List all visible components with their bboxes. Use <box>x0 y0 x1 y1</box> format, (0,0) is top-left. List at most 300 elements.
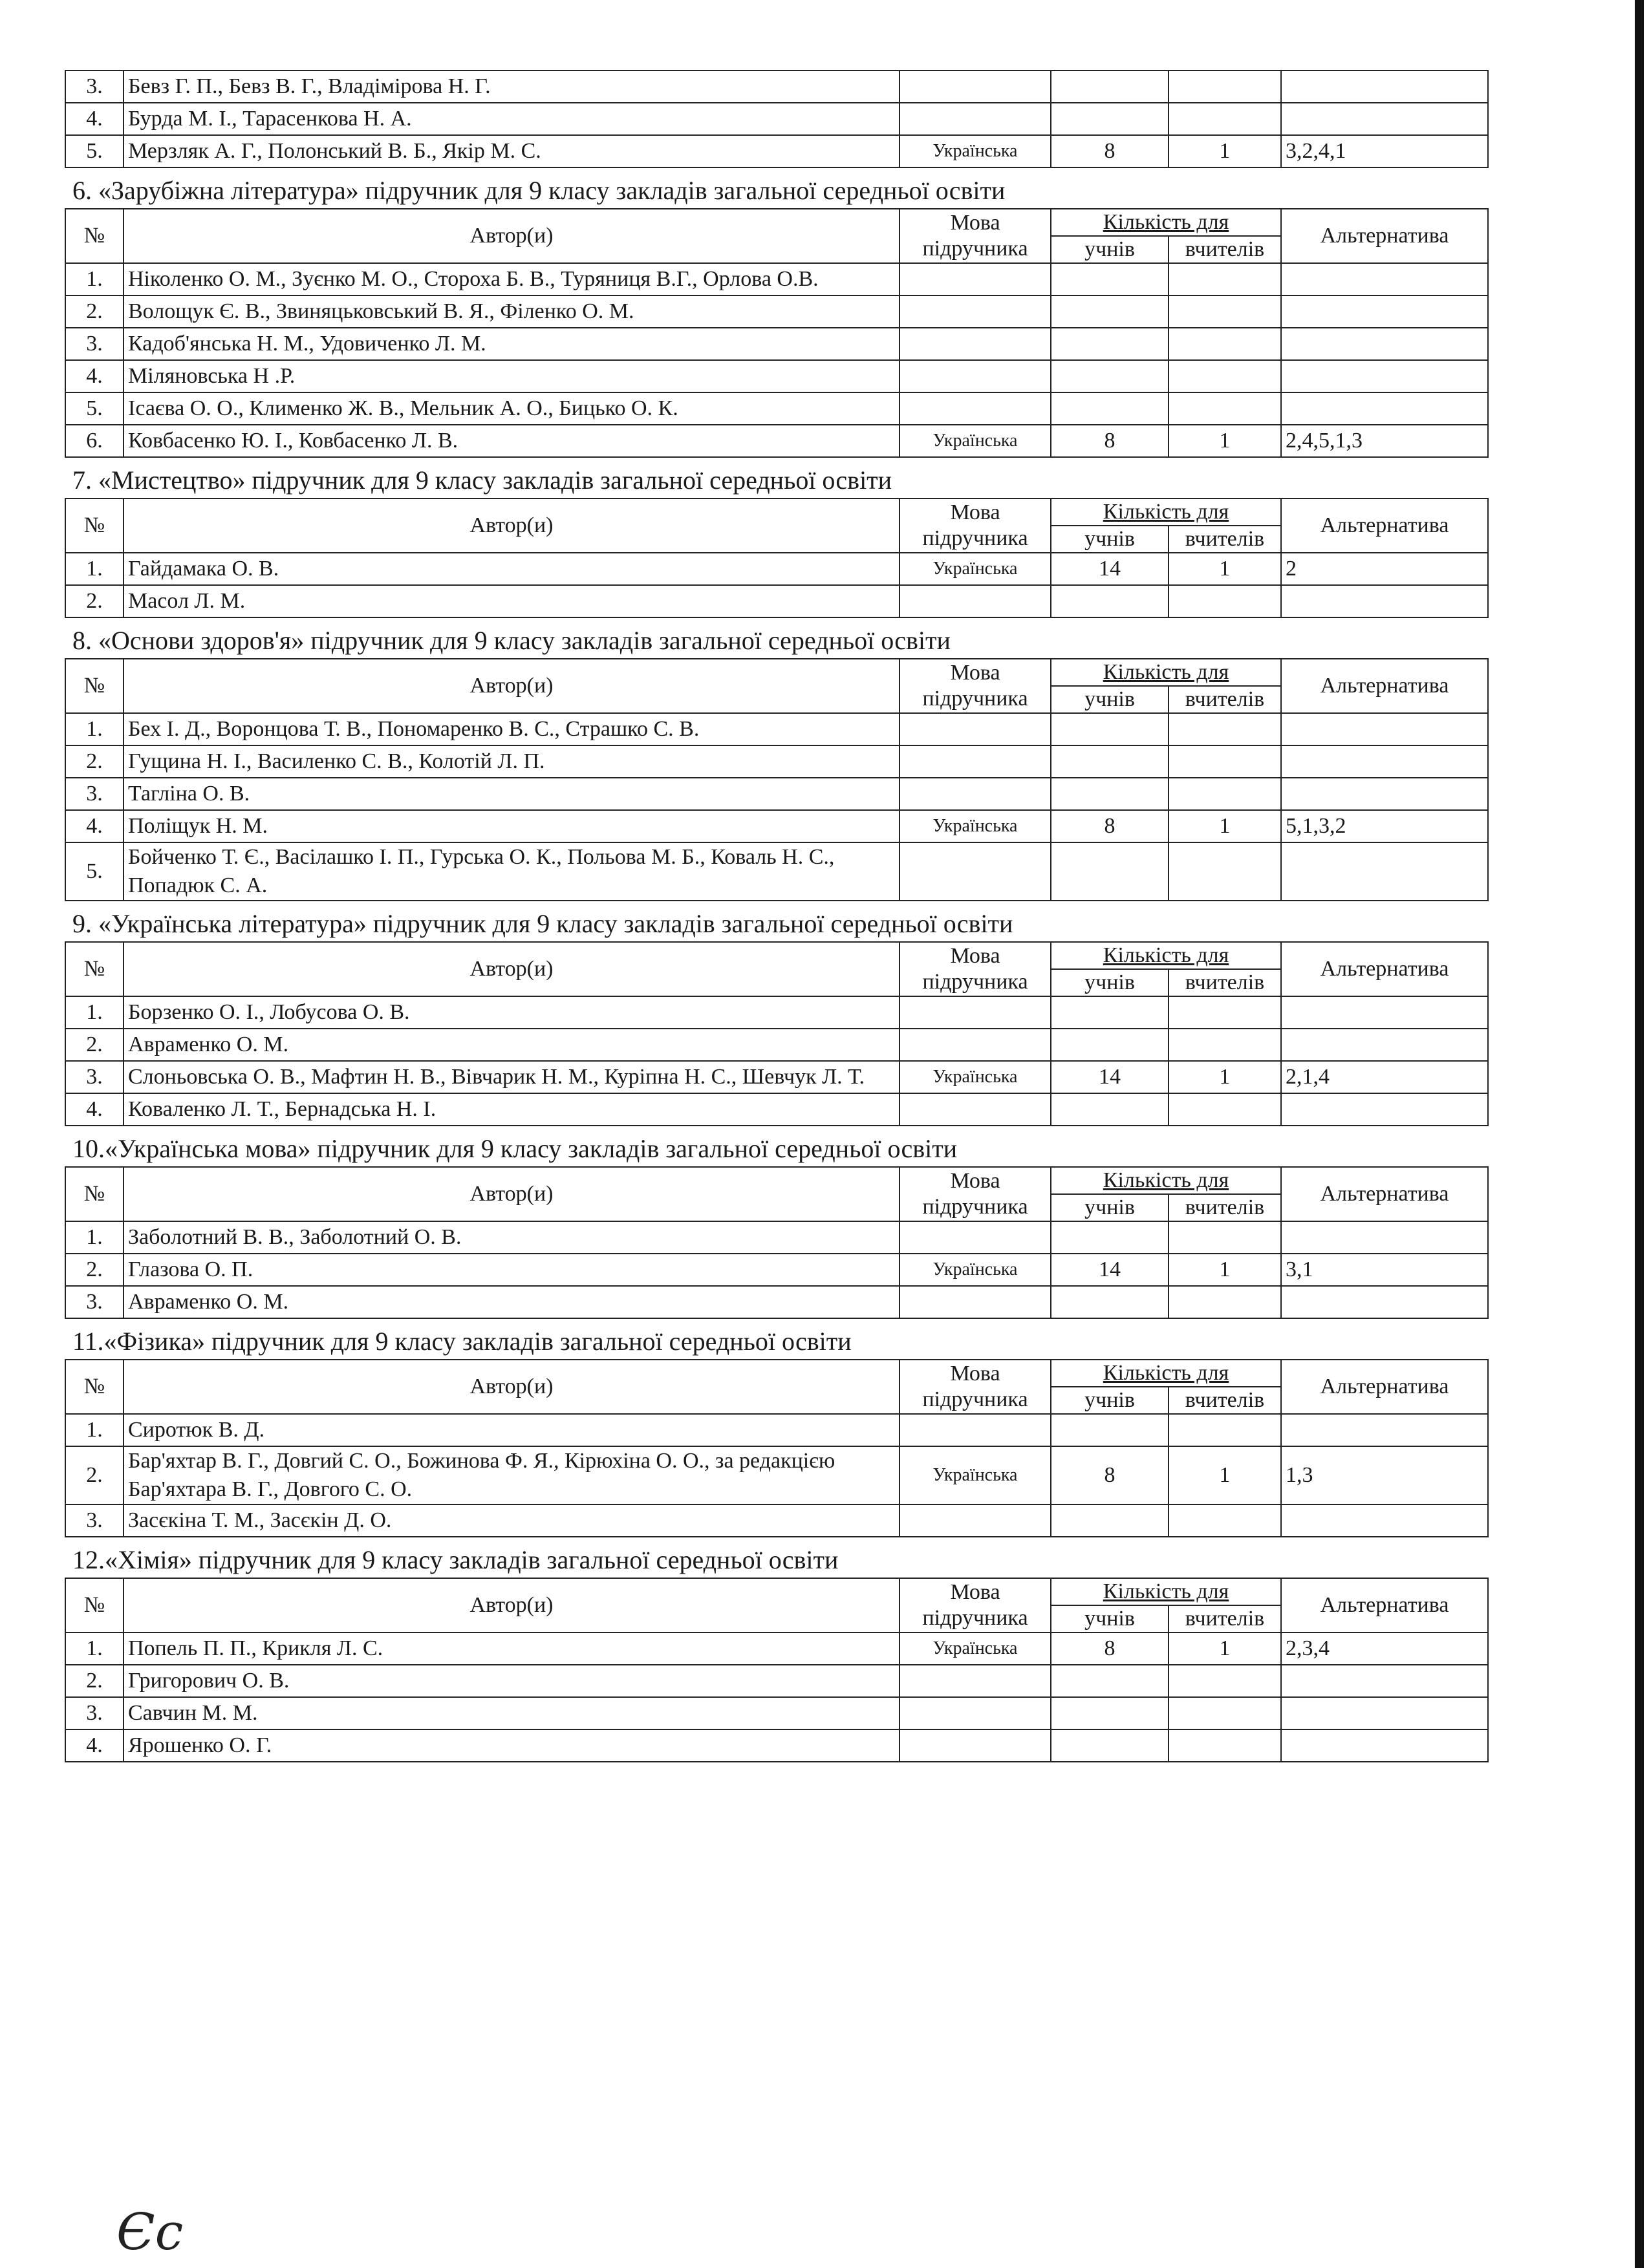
row-teachers-count: 1 <box>1169 425 1281 457</box>
header-authors: Автор(и) <box>124 942 900 996</box>
row-teachers-count <box>1169 295 1281 328</box>
row-language <box>900 778 1051 810</box>
row-authors: Глазова О. П. <box>124 1254 900 1286</box>
header-count <box>1051 659 1281 686</box>
row-number: 5. <box>65 135 124 167</box>
header-language <box>900 1167 1051 1221</box>
row-language <box>900 295 1051 328</box>
row-language <box>900 70 1051 103</box>
row-teachers-count: 1 <box>1169 1446 1281 1504</box>
row-language <box>900 1093 1051 1126</box>
row-pupils-count <box>1051 360 1169 392</box>
header-pupils: учнів <box>1051 969 1169 996</box>
textbook-table <box>65 1359 1489 1537</box>
table-row <box>65 295 1488 328</box>
row-pupils-count: 14 <box>1051 553 1169 585</box>
row-number: 4. <box>65 1729 124 1762</box>
row-language <box>900 1665 1051 1697</box>
row-authors: Бех І. Д., Воронцова Т. В., Пономаренко В. С., Страшко С. В. <box>124 713 900 745</box>
row-teachers-count <box>1169 996 1281 1029</box>
row-authors: Григорович О. В. <box>124 1665 900 1697</box>
header-teachers: вчителів <box>1169 1605 1281 1632</box>
header-language-line1: Мова <box>950 1362 1000 1385</box>
row-alternative <box>1281 1221 1488 1254</box>
table-row <box>65 103 1488 135</box>
row-teachers-count <box>1169 328 1281 360</box>
row-authors: Мерзляк А. Г., Полонський В. Б., Якір М. С. <box>124 135 900 167</box>
row-authors: Тагліна О. В. <box>124 778 900 810</box>
header-num: № <box>65 498 124 553</box>
row-authors: Авраменко О. М. <box>124 1286 900 1318</box>
row-language: Українська <box>900 1446 1051 1504</box>
header-language <box>900 1578 1051 1632</box>
row-teachers-count <box>1169 1504 1281 1537</box>
row-alternative: 2,1,4 <box>1281 1061 1488 1093</box>
header-count-label: Кількість для <box>1103 943 1229 967</box>
header-num: № <box>65 1578 124 1632</box>
header-alternative: Альтернатива <box>1281 942 1488 996</box>
row-alternative: 2,3,4 <box>1281 1632 1488 1665</box>
row-alternative <box>1281 713 1488 745</box>
header-pupils: учнів <box>1051 1194 1169 1221</box>
row-pupils-count: 8 <box>1051 1446 1169 1504</box>
header-language-line2: підручника <box>922 526 1028 550</box>
row-language <box>900 842 1051 901</box>
row-pupils-count <box>1051 1414 1169 1446</box>
row-teachers-count <box>1169 1697 1281 1729</box>
row-teachers-count: 1 <box>1169 810 1281 842</box>
row-number: 4. <box>65 360 124 392</box>
header-alternative: Альтернатива <box>1281 1167 1488 1221</box>
row-teachers-count <box>1169 842 1281 901</box>
row-language <box>900 745 1051 778</box>
header-language-line2: підручника <box>922 970 1028 994</box>
row-pupils-count: 8 <box>1051 135 1169 167</box>
table-row <box>65 842 1488 901</box>
row-pupils-count <box>1051 328 1169 360</box>
header-count <box>1051 942 1281 969</box>
row-alternative <box>1281 392 1488 425</box>
header-pupils: учнів <box>1051 526 1169 553</box>
table-row <box>65 1093 1488 1126</box>
row-number: 1. <box>65 553 124 585</box>
table-row <box>65 1504 1488 1537</box>
table-row <box>65 996 1488 1029</box>
row-pupils-count <box>1051 745 1169 778</box>
row-authors: Бурда М. І., Тарасенкова Н. А. <box>124 103 900 135</box>
textbook-table <box>65 1578 1489 1762</box>
row-pupils-count <box>1051 295 1169 328</box>
table-row <box>65 392 1488 425</box>
table-row <box>65 713 1488 745</box>
table-row <box>65 1221 1488 1254</box>
row-number: 4. <box>65 103 124 135</box>
header-teachers: вчителів <box>1169 969 1281 996</box>
header-row <box>65 209 1488 236</box>
table-row <box>65 425 1488 457</box>
row-authors: Гайдамака О. В. <box>124 553 900 585</box>
header-num: № <box>65 209 124 263</box>
header-language <box>900 498 1051 553</box>
header-alternative: Альтернатива <box>1281 659 1488 713</box>
row-authors: Коваленко Л. Т., Бернадська Н. І. <box>124 1093 900 1126</box>
header-count-label: Кількість для <box>1103 660 1229 684</box>
row-number: 1. <box>65 1632 124 1665</box>
header-alternative: Альтернатива <box>1281 1360 1488 1414</box>
row-pupils-count <box>1051 263 1169 295</box>
section-4 <box>65 908 1494 1126</box>
table-row <box>65 1632 1488 1665</box>
textbook-table <box>65 658 1489 901</box>
row-teachers-count <box>1169 713 1281 745</box>
row-authors: Сиротюк В. Д. <box>124 1414 900 1446</box>
row-alternative: 5,1,3,2 <box>1281 810 1488 842</box>
row-number: 3. <box>65 1061 124 1093</box>
document-body <box>65 70 1494 1762</box>
header-row <box>65 1167 1488 1194</box>
row-language <box>900 1729 1051 1762</box>
row-number: 5. <box>65 392 124 425</box>
scan-edge-bar <box>1635 0 1644 2268</box>
textbook-table <box>65 498 1489 618</box>
header-row <box>65 498 1488 526</box>
row-pupils-count: 8 <box>1051 810 1169 842</box>
row-alternative <box>1281 1504 1488 1537</box>
row-number: 6. <box>65 425 124 457</box>
header-language-line2: підручника <box>922 237 1028 261</box>
row-language: Українська <box>900 1254 1051 1286</box>
row-pupils-count: 14 <box>1051 1254 1169 1286</box>
table-row <box>65 553 1488 585</box>
row-language <box>900 1504 1051 1537</box>
row-alternative <box>1281 1697 1488 1729</box>
row-alternative: 3,1 <box>1281 1254 1488 1286</box>
row-authors: Слоньовська О. В., Мафтин Н. В., Вівчарик Н. М., Куріпна Н. С., Шевчук Л. Т. <box>124 1061 900 1093</box>
header-row <box>65 942 1488 969</box>
row-pupils-count <box>1051 1093 1169 1126</box>
row-pupils-count <box>1051 713 1169 745</box>
row-teachers-count <box>1169 392 1281 425</box>
row-teachers-count <box>1169 263 1281 295</box>
row-number: 2. <box>65 1029 124 1061</box>
row-authors: Бевз Г. П., Бевз В. Г., Владімірова Н. Г. <box>124 70 900 103</box>
table-row <box>65 745 1488 778</box>
section-1 <box>65 175 1494 458</box>
table-row <box>65 1061 1488 1093</box>
header-teachers: вчителів <box>1169 236 1281 263</box>
section-2 <box>65 464 1494 618</box>
header-count-label: Кількість для <box>1103 1361 1229 1385</box>
header-language-line1: Мова <box>950 1169 1000 1193</box>
textbook-table <box>65 1166 1489 1319</box>
row-language: Українська <box>900 135 1051 167</box>
row-pupils-count <box>1051 1221 1169 1254</box>
row-language <box>900 585 1051 617</box>
row-teachers-count: 1 <box>1169 1254 1281 1286</box>
row-pupils-count <box>1051 1697 1169 1729</box>
row-teachers-count <box>1169 360 1281 392</box>
table-row <box>65 360 1488 392</box>
row-teachers-count: 1 <box>1169 553 1281 585</box>
table-row <box>65 1254 1488 1286</box>
table-row <box>65 263 1488 295</box>
header-count <box>1051 1578 1281 1605</box>
row-teachers-count <box>1169 1729 1281 1762</box>
row-teachers-count <box>1169 1414 1281 1446</box>
header-authors: Автор(и) <box>124 209 900 263</box>
header-language-line2: підручника <box>922 687 1028 711</box>
row-teachers-count <box>1169 745 1281 778</box>
row-pupils-count: 8 <box>1051 1632 1169 1665</box>
table-row <box>65 1446 1488 1504</box>
row-pupils-count <box>1051 842 1169 901</box>
header-authors: Автор(и) <box>124 498 900 553</box>
row-alternative: 2,4,5,1,3 <box>1281 425 1488 457</box>
section-title: 8. «Основи здоров'я» підручник для 9 класу закладів загальної середньої освіти <box>72 626 951 655</box>
row-number: 2. <box>65 1665 124 1697</box>
header-row <box>65 1360 1488 1387</box>
header-authors: Автор(и) <box>124 1360 900 1414</box>
row-teachers-count <box>1169 1286 1281 1318</box>
row-pupils-count <box>1051 778 1169 810</box>
row-authors: Борзенко О. І., Лобусова О. В. <box>124 996 900 1029</box>
section-title: 6. «Зарубіжна література» підручник для 9 класу закладів загальної середньої освіти <box>72 176 1006 205</box>
row-alternative <box>1281 585 1488 617</box>
row-number: 4. <box>65 1093 124 1126</box>
row-language <box>900 360 1051 392</box>
header-pupils: учнів <box>1051 236 1169 263</box>
header-pupils: учнів <box>1051 1605 1169 1632</box>
row-authors: Авраменко О. М. <box>124 1029 900 1061</box>
row-teachers-count <box>1169 70 1281 103</box>
row-number: 1. <box>65 263 124 295</box>
table-row <box>65 778 1488 810</box>
row-alternative <box>1281 1029 1488 1061</box>
row-pupils-count <box>1051 585 1169 617</box>
row-pupils-count <box>1051 392 1169 425</box>
row-authors: Ісаєва О. О., Клименко Ж. В., Мельник А. О., Бицько О. К. <box>124 392 900 425</box>
header-num: № <box>65 1167 124 1221</box>
row-language <box>900 1029 1051 1061</box>
row-language <box>900 1414 1051 1446</box>
row-alternative <box>1281 745 1488 778</box>
row-teachers-count <box>1169 1665 1281 1697</box>
header-language-line2: підручника <box>922 1195 1028 1219</box>
header-language <box>900 1360 1051 1414</box>
header-count <box>1051 498 1281 526</box>
header-teachers: вчителів <box>1169 526 1281 553</box>
row-pupils-count: 14 <box>1051 1061 1169 1093</box>
section-6 <box>65 1325 1494 1537</box>
section-title: 11.«Фізика» підручник для 9 класу закладів загальної середньої освіти <box>72 1327 852 1356</box>
row-language <box>900 1286 1051 1318</box>
row-alternative <box>1281 360 1488 392</box>
row-pupils-count: 8 <box>1051 425 1169 457</box>
row-pupils-count <box>1051 1504 1169 1537</box>
row-alternative <box>1281 778 1488 810</box>
header-count-label: Кількість для <box>1103 210 1229 234</box>
table-row <box>65 1029 1488 1061</box>
header-count-label: Кількість для <box>1103 500 1229 524</box>
row-language: Українська <box>900 1632 1051 1665</box>
header-language-line1: Мова <box>950 661 1000 685</box>
row-number: 1. <box>65 713 124 745</box>
row-teachers-count <box>1169 1221 1281 1254</box>
row-teachers-count: 1 <box>1169 1632 1281 1665</box>
header-alternative: Альтернатива <box>1281 1578 1488 1632</box>
row-authors: Савчин М. М. <box>124 1697 900 1729</box>
header-teachers: вчителів <box>1169 1194 1281 1221</box>
section-0 <box>65 70 1494 168</box>
section-title: 7. «Мистецтво» підручник для 9 класу закладів загальної середньої освіти <box>72 465 892 495</box>
header-num: № <box>65 659 124 713</box>
section-title: 9. «Українська література» підручник для 9 класу закладів загальної середньої освіти <box>72 909 1013 938</box>
row-number: 3. <box>65 1504 124 1537</box>
row-language: Українська <box>900 553 1051 585</box>
row-alternative <box>1281 1729 1488 1762</box>
row-language <box>900 392 1051 425</box>
header-language-line2: підручника <box>922 1387 1028 1411</box>
header-num: № <box>65 1360 124 1414</box>
row-alternative <box>1281 1093 1488 1126</box>
header-alternative: Альтернатива <box>1281 209 1488 263</box>
row-alternative <box>1281 842 1488 901</box>
row-language <box>900 1697 1051 1729</box>
header-language-line1: Мова <box>950 211 1000 235</box>
header-teachers: вчителів <box>1169 686 1281 713</box>
row-alternative: 1,3 <box>1281 1446 1488 1504</box>
row-number: 3. <box>65 70 124 103</box>
row-number: 2. <box>65 1446 124 1504</box>
row-authors: Бар'яхтар В. Г., Довгий С. О., Божинова Ф. Я., Кірюхіна О. О., за редакцією Бар'яхтара В. Г., Довгого С. О. <box>124 1446 900 1504</box>
row-number: 3. <box>65 1697 124 1729</box>
row-number: 1. <box>65 1221 124 1254</box>
row-language: Українська <box>900 810 1051 842</box>
row-number: 1. <box>65 996 124 1029</box>
row-number: 3. <box>65 328 124 360</box>
row-number: 2. <box>65 585 124 617</box>
row-authors: Бойченко Т. Є., Васілашко І. П., Гурська О. К., Польова М. Б., Коваль Н. С., Попадюк С. А. <box>124 842 900 901</box>
header-count-label: Кількість для <box>1103 1168 1229 1192</box>
row-authors: Заболотний В. В., Заболотний О. В. <box>124 1221 900 1254</box>
row-number: 1. <box>65 1414 124 1446</box>
row-number: 3. <box>65 778 124 810</box>
header-language-line1: Мова <box>950 1580 1000 1604</box>
row-teachers-count <box>1169 1029 1281 1061</box>
row-teachers-count <box>1169 103 1281 135</box>
header-count-label: Кількість для <box>1103 1579 1229 1603</box>
row-authors: Ярошенко О. Г. <box>124 1729 900 1762</box>
row-authors: Міляновська Н .Р. <box>124 360 900 392</box>
row-alternative: 3,2,4,1 <box>1281 135 1488 167</box>
textbook-table <box>65 70 1489 168</box>
section-title: 12.«Хімія» підручник для 9 класу закладів загальної середньої освіти <box>72 1545 839 1574</box>
row-alternative <box>1281 1414 1488 1446</box>
row-pupils-count <box>1051 996 1169 1029</box>
row-authors: Поліщук Н. М. <box>124 810 900 842</box>
row-language: Українська <box>900 1061 1051 1093</box>
header-teachers: вчителів <box>1169 1387 1281 1414</box>
row-pupils-count <box>1051 1665 1169 1697</box>
row-language: Українська <box>900 425 1051 457</box>
table-row <box>65 1665 1488 1697</box>
row-alternative <box>1281 1665 1488 1697</box>
row-number: 2. <box>65 1254 124 1286</box>
table-row <box>65 1697 1488 1729</box>
section-7 <box>65 1544 1494 1762</box>
header-row <box>65 659 1488 686</box>
row-teachers-count: 1 <box>1169 135 1281 167</box>
row-number: 5. <box>65 842 124 901</box>
header-count <box>1051 209 1281 236</box>
row-teachers-count: 1 <box>1169 1061 1281 1093</box>
table-row <box>65 70 1488 103</box>
row-alternative <box>1281 103 1488 135</box>
row-alternative <box>1281 70 1488 103</box>
row-authors: Ковбасенко Ю. І., Ковбасенко Л. В. <box>124 425 900 457</box>
row-alternative <box>1281 295 1488 328</box>
row-alternative <box>1281 1286 1488 1318</box>
row-language <box>900 1221 1051 1254</box>
textbook-table <box>65 941 1489 1126</box>
handwritten-signature: Єс <box>116 2203 184 2262</box>
header-language-line1: Мова <box>950 944 1000 968</box>
section-5 <box>65 1133 1494 1319</box>
row-pupils-count <box>1051 1286 1169 1318</box>
header-language <box>900 209 1051 263</box>
header-num: № <box>65 942 124 996</box>
header-pupils: учнів <box>1051 686 1169 713</box>
row-authors: Гущина Н. І., Василенко С. В., Колотій Л. П. <box>124 745 900 778</box>
header-authors: Автор(и) <box>124 659 900 713</box>
header-alternative: Альтернатива <box>1281 498 1488 553</box>
row-language <box>900 996 1051 1029</box>
row-teachers-count <box>1169 778 1281 810</box>
row-authors: Ніколенко О. М., Зуєнко М. О., Стороха Б. В., Туряниця В.Г., Орлова О.В. <box>124 263 900 295</box>
row-alternative <box>1281 263 1488 295</box>
row-alternative <box>1281 328 1488 360</box>
header-language <box>900 942 1051 996</box>
row-authors: Волощук Є. В., Звиняцьковський В. Я., Філенко О. М. <box>124 295 900 328</box>
row-number: 2. <box>65 295 124 328</box>
row-alternative <box>1281 996 1488 1029</box>
row-number: 2. <box>65 745 124 778</box>
header-count <box>1051 1360 1281 1387</box>
section-3 <box>65 625 1494 901</box>
row-number: 3. <box>65 1286 124 1318</box>
section-title: 10.«Українська мова» підручник для 9 класу закладів загальної середньої освіти <box>72 1134 958 1163</box>
header-authors: Автор(и) <box>124 1167 900 1221</box>
table-row <box>65 585 1488 617</box>
row-pupils-count <box>1051 70 1169 103</box>
row-pupils-count <box>1051 1729 1169 1762</box>
row-authors: Попель П. П., Крикля Л. С. <box>124 1632 900 1665</box>
row-authors: Засєкіна Т. М., Засєкін Д. О. <box>124 1504 900 1537</box>
row-language <box>900 263 1051 295</box>
table-row <box>65 135 1488 167</box>
header-language <box>900 659 1051 713</box>
header-count <box>1051 1167 1281 1194</box>
table-row <box>65 810 1488 842</box>
row-authors: Кадоб'янська Н. М., Удовиченко Л. М. <box>124 328 900 360</box>
table-row <box>65 328 1488 360</box>
row-authors: Масол Л. М. <box>124 585 900 617</box>
header-pupils: учнів <box>1051 1387 1169 1414</box>
header-language-line1: Мова <box>950 500 1000 524</box>
row-pupils-count <box>1051 1029 1169 1061</box>
table-row <box>65 1729 1488 1762</box>
row-alternative: 2 <box>1281 553 1488 585</box>
